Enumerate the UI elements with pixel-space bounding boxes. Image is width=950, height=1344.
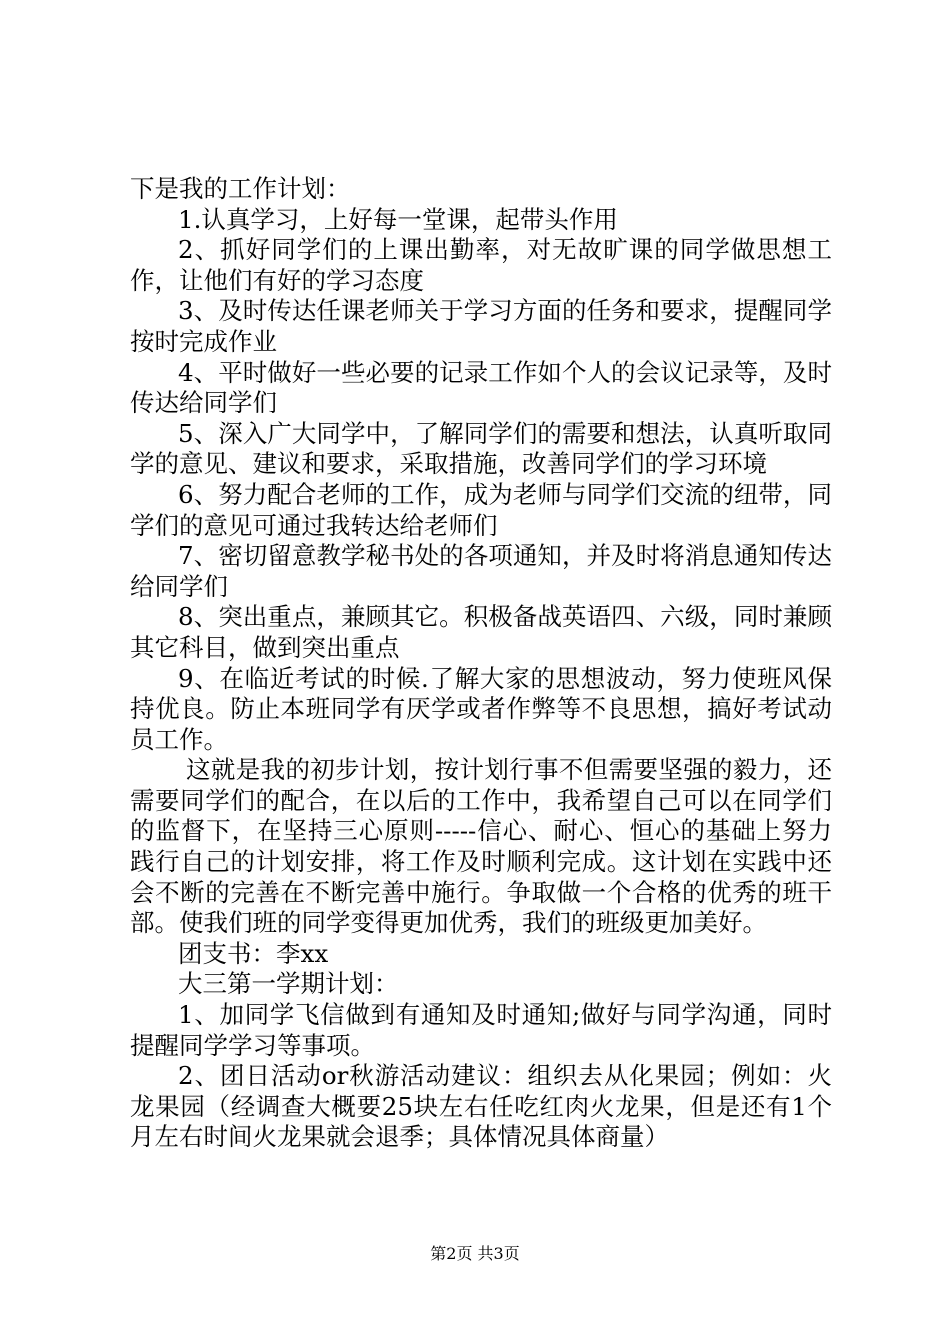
plan-item-8: 8、突出重点，兼顾其它。积极备战英语四、六级，同时兼顾其它科目，做到突出重点 xyxy=(130,602,832,662)
section-heading: 大三第一学期计划： xyxy=(178,969,399,999)
signature-line: 团支书：李xx xyxy=(178,938,329,968)
intro-line: 下是我的工作计划： xyxy=(130,174,351,203)
plan-item-6: 6、努力配合老师的工作，成为老师与同学们交流的纽带，同学们的意见可通过我转达给老师们 xyxy=(130,479,832,540)
document-body xyxy=(130,174,832,1153)
closing-paragraph: 这就是我的初步计划，按计划行事不但需要坚强的毅力，还需要同学们的配合，在以后的工作中，我希望自己可以在同学们的监督下，在坚持三心原则-----信心、耐心、恒心的基础上努力践行自己的计划安排，将工作及时顺利完成。这计划在实践中还会不断的完善在不断完善中施行。争取做一个合格的优秀的班干部。使我们班的同学变得更加优秀，我们的班级更加美好。 xyxy=(130,755,832,938)
plan-item-7: 7、密切留意教学秘书处的各项通知，并及时将消息通知传达给同学们 xyxy=(130,541,832,601)
plan-item-3: 3、及时传达任课老师关于学习方面的任务和要求，提醒同学按时完成作业 xyxy=(130,296,832,356)
plan-item-5: 5、深入广大同学中，了解同学们的需要和想法，认真听取同学的意见、建议和要求，采取措施，改善同学们的学习环境 xyxy=(130,418,832,479)
plan-item-4: 4、平时做好一些必要的记录工作如个人的会议记录等，及时传达给同学们 xyxy=(130,357,832,418)
plan-item-1: 1.认真学习，上好每一堂课，起带头作用 xyxy=(178,204,618,234)
plan-item-9: 9、在临近考试的时候.了解大家的思想波动，努力使班风保持优良。防止本班同学有厌学或者作弊等不良思想，搞好考试动员工作。 xyxy=(130,663,832,754)
page-number-footer: 第2页 共3页 xyxy=(430,1244,520,1263)
plan-item-2: 2、抓好同学们的上课出勤率，对无故旷课的同学做思想工作，让他们有好的学习态度 xyxy=(130,235,832,295)
semester-item-2: 2、团日活动or秋游活动建议：组织去从化果园；例如：火龙果园（经调查大概要25块左右任吃红肉火龙果，但是还有1个月左右时间火龙果就会退季；具体情况具体商量） xyxy=(130,1061,832,1152)
semester-item-1: 1、加同学飞信做到有通知及时通知;做好与同学沟通，同时提醒同学学习等事项。 xyxy=(130,1000,832,1060)
